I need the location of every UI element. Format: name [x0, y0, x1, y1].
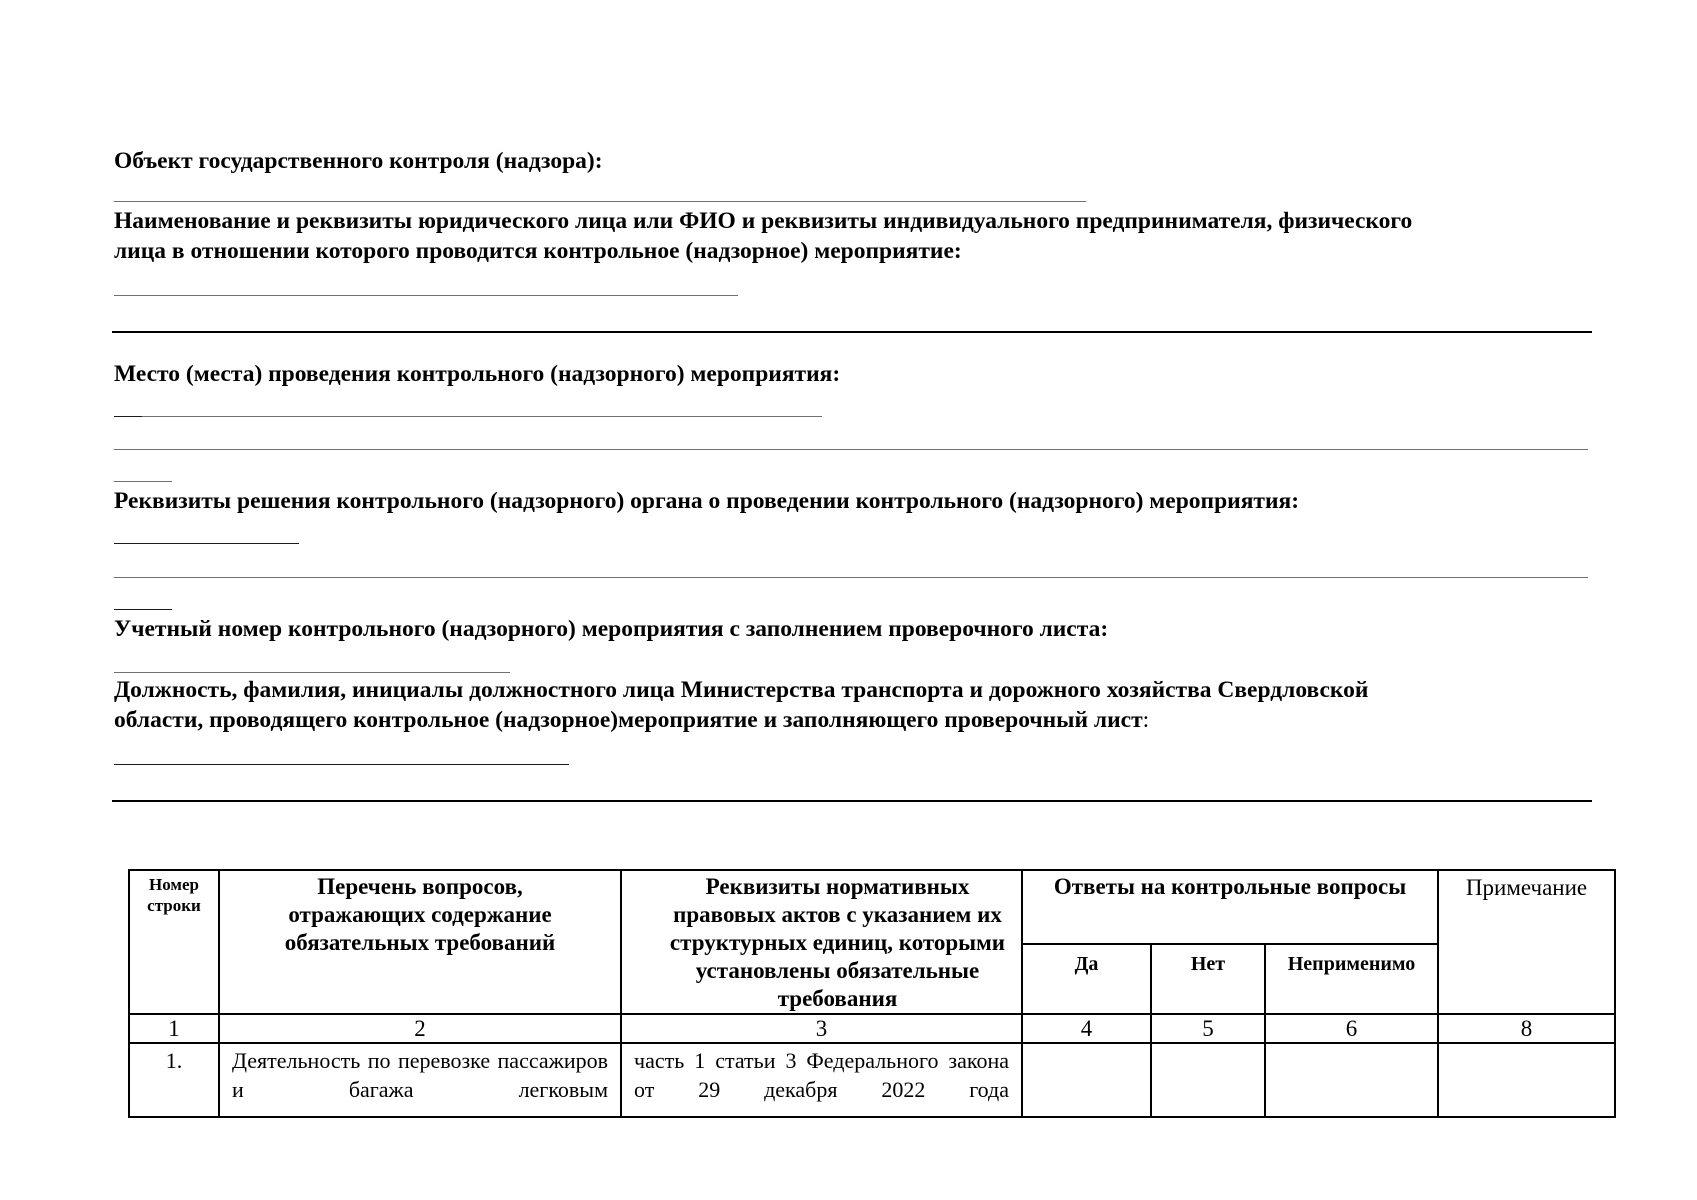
entity-label-line-1: Наименование и реквизиты юридического лица или ФИО и реквизиты индивидуального предпринимателя, физического — [114, 208, 1413, 234]
header-row-number: Номер строки — [129, 870, 219, 1014]
object-input-line[interactable] — [114, 201, 1086, 202]
column-number: 1 — [129, 1014, 219, 1043]
object-label: Объект государственного контроля (надзора): — [114, 148, 603, 174]
entity-input-line-full[interactable] — [112, 331, 1592, 333]
decision-label: Реквизиты решения контрольного (надзорного) органа о проведении контрольного (надзорного) мероприятия: — [114, 488, 1300, 514]
place-label: Место (места) проведения контрольного (надзорного) мероприятия: — [114, 361, 841, 387]
answer-na-cell[interactable] — [1265, 1043, 1438, 1117]
decision-input-stub — [114, 609, 172, 610]
column-number: 2 — [219, 1014, 621, 1043]
checklist-table — [128, 869, 1616, 1118]
official-input-line[interactable] — [114, 764, 569, 765]
official-label-colon: : — [1142, 707, 1150, 733]
official-input-line-full[interactable] — [112, 800, 1592, 802]
column-number: 6 — [1265, 1014, 1438, 1043]
header-requisites: Реквизиты нормативных правовых актов с указанием их структурных единиц, которыми установлены обязательные требования — [621, 870, 1022, 1014]
official-label-text: области, проводящего контрольное (надзорное)мероприятие и заполняющего проверочный лист — [114, 707, 1143, 733]
question-cell: Деятельность по перевозке пассажиров и багажа легковым — [219, 1043, 621, 1117]
header-answers: Ответы на контрольные вопросы — [1022, 870, 1438, 944]
official-label-line-1: Должность, фамилия, инициалы должностного лица Министерства транспорта и дорожного хозяйства Свердловской — [114, 677, 1369, 703]
note-cell[interactable] — [1438, 1043, 1615, 1117]
header-note: Примечание — [1438, 870, 1615, 1014]
header-yes: Да — [1022, 944, 1151, 1014]
place-input-stub-2 — [114, 481, 172, 482]
answer-no-cell[interactable] — [1151, 1043, 1265, 1117]
header-questions: Перечень вопросов, отражающих содержание обязательных требований — [219, 870, 621, 1014]
row-number-cell: 1. — [129, 1043, 219, 1117]
table-header-row — [129, 870, 1615, 944]
account-label: Учетный номер контрольного (надзорного) мероприятия с заполнением проверочного листа: — [114, 616, 1109, 642]
requisite-cell: часть 1 статьи 3 Федерального закона от 29 декабря 2022 года — [621, 1043, 1022, 1117]
entity-label-line-2: лица в отношении которого проводится контрольное (надзорное) мероприятие: — [114, 238, 962, 264]
column-number: 8 — [1438, 1014, 1615, 1043]
table-row — [129, 1043, 1615, 1117]
column-number: 4 — [1022, 1014, 1151, 1043]
official-label-line-2 — [114, 705, 1149, 735]
header-no: Нет — [1151, 944, 1265, 1014]
account-input-line[interactable] — [114, 672, 510, 673]
column-number: 3 — [621, 1014, 1022, 1043]
decision-input-line-full[interactable] — [114, 577, 1588, 578]
column-number: 5 — [1151, 1014, 1265, 1043]
place-input-line-full[interactable] — [114, 449, 1588, 450]
answer-yes-cell[interactable] — [1022, 1043, 1151, 1117]
decision-input-line[interactable] — [114, 543, 299, 544]
header-not-applicable: Неприменимо — [1265, 944, 1438, 1014]
place-input-stub — [114, 416, 142, 417]
place-input-line[interactable] — [142, 416, 822, 417]
column-numbers-row — [129, 1014, 1615, 1043]
entity-input-line[interactable] — [114, 295, 738, 296]
